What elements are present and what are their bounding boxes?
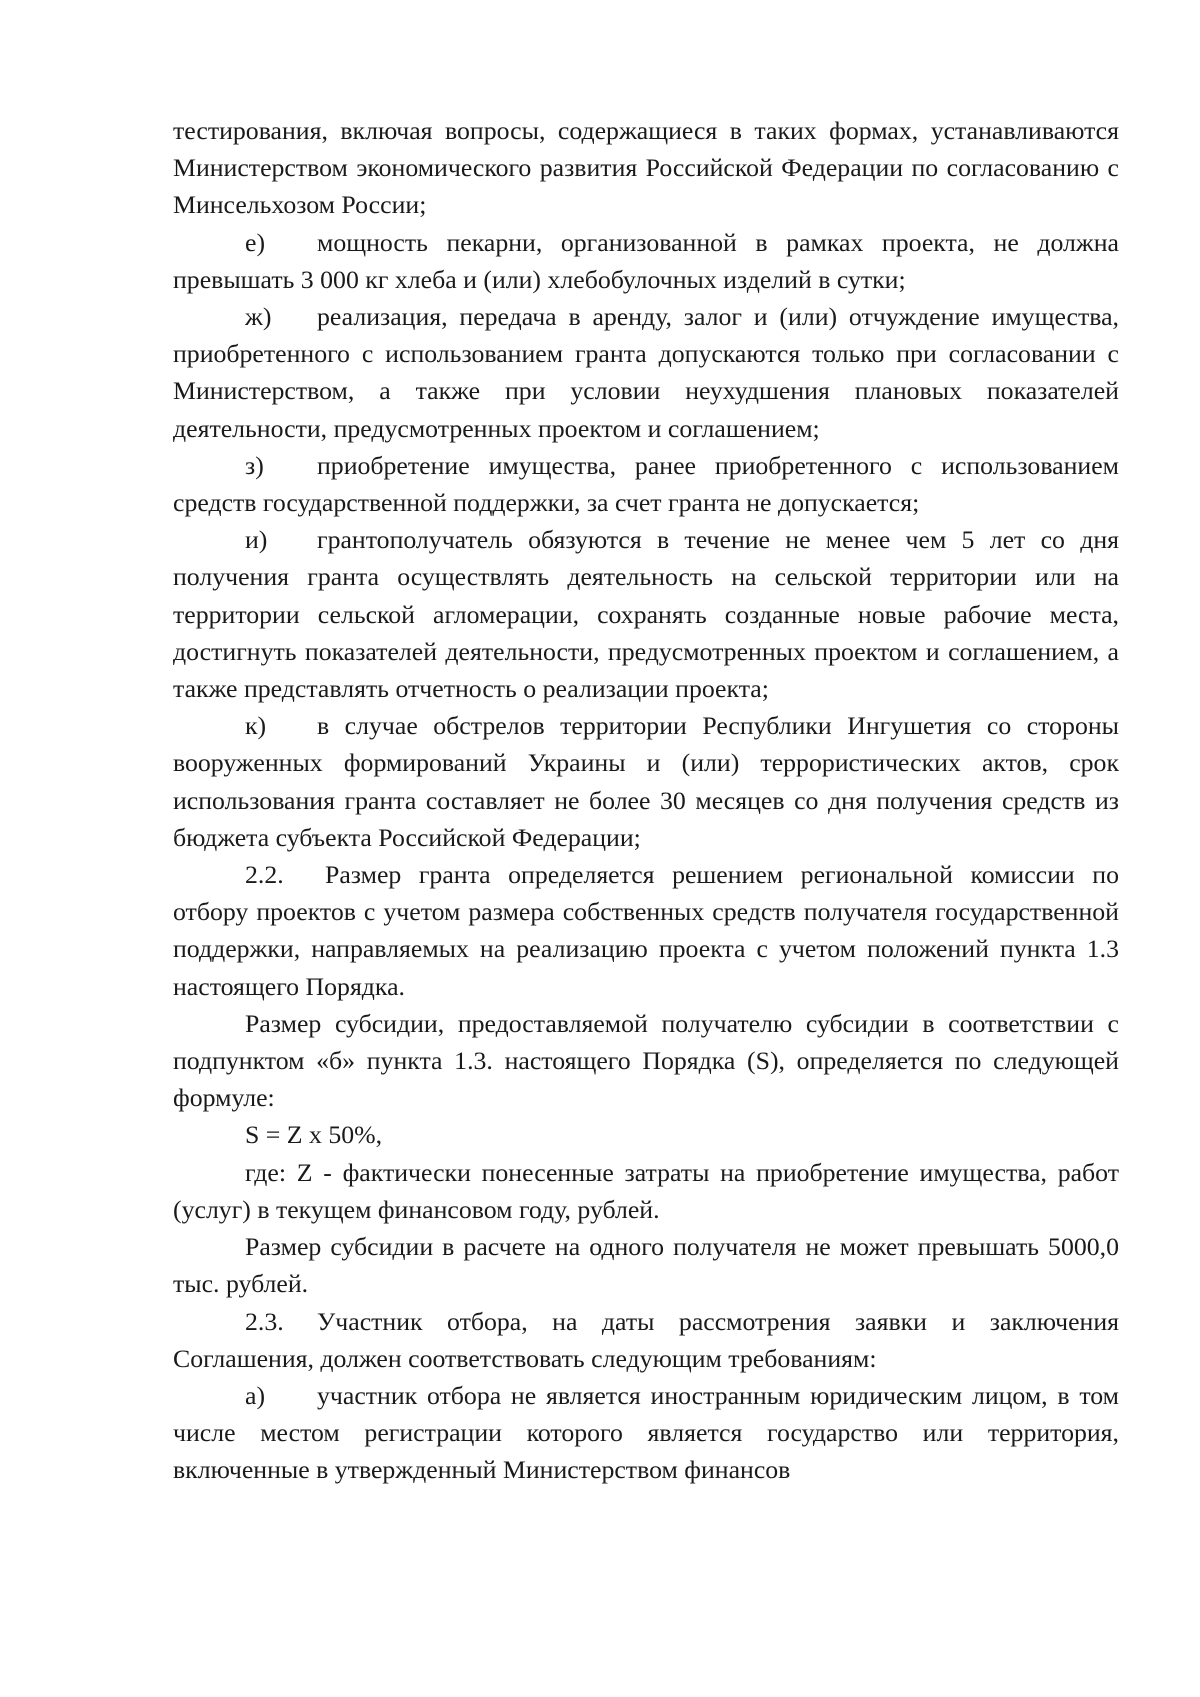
paragraph-section-2-2 xyxy=(173,856,1119,1005)
item-marker: и) xyxy=(245,525,268,555)
paragraph-item-zh xyxy=(173,298,1119,447)
paragraph-text: Размер субсидии, предоставляемой получателю субсидии в соответствии с подпунктом «б» пункта 1.3. настоящего Порядка (S), определяется по следующей формуле: xyxy=(173,1008,1119,1113)
paragraph-text: в случае обстрелов территории Республики Ингушетия со стороны вооруженных формирований Украины и (или) террористических актов, срок использования гранта составляет не более 30 месяцев со дня получения средств из бюджета субъекта Российской Федерации; xyxy=(173,711,1119,852)
section-number: 2.3. xyxy=(245,1306,284,1336)
paragraph-section-2-3 xyxy=(173,1303,1119,1377)
section-number: 2.2. xyxy=(245,860,284,890)
paragraph-item-z xyxy=(173,447,1119,521)
paragraph-subsidy-limit xyxy=(173,1228,1119,1302)
paragraph-text: тестирования, включая вопросы, содержащиеся в таких формах, устанавливаются Министерством экономического развития Российской Федерации по согласованию с Минсельхозом России; xyxy=(173,116,1119,220)
item-marker: з) xyxy=(245,450,264,480)
item-marker: ж) xyxy=(245,302,272,332)
paragraph-text: приобретение имущества, ранее приобретенного с использованием средств государственной поддержки, за счет гранта не допускается; xyxy=(173,450,1119,518)
paragraph-text: грантополучатель обязуются в течение не менее чем 5 лет со дня получения гранта осуществлять деятельность на сельской территории или на территории сельской агломерации, сохранять созданные новые рабочие места, достигнуть показателей деятельности, предусмотренных проектом и соглашением, а также представлять отчетность о реализации проекта; xyxy=(173,525,1119,704)
item-marker: а) xyxy=(245,1380,266,1410)
paragraph-item-k xyxy=(173,707,1119,856)
paragraph-subsidy-size xyxy=(173,1005,1119,1117)
document-page xyxy=(173,112,1119,1489)
paragraph-item-e xyxy=(173,224,1119,298)
paragraph-text: Размер гранта определяется решением региональной комиссии по отбору проектов с учетом размера собственных средств получателя государственной поддержки, направляемых на реализацию проекта с учетом положений пункта 1.3 настоящего Порядка. xyxy=(173,860,1119,1001)
paragraph-text: участник отбора не является иностранным юридическим лицом, в том числе местом регистрации которого является государство или территория, включенные в утвержденный Министерством финансов xyxy=(173,1380,1119,1485)
paragraph-text: реализация, передача в аренду, залог и (или) отчуждение имущества, приобретенного с использованием гранта допускаются только при согласовании с Министерством, а также при условии неухудшения плановых показателей деятельности, предусмотренных проектом и соглашением; xyxy=(173,302,1119,443)
paragraph-text: Участник отбора, на даты рассмотрения заявки и заключения Соглашения, должен соответствовать следующим требованиям: xyxy=(173,1306,1119,1373)
item-marker: к) xyxy=(245,711,267,741)
formula-text: S = Z x 50%, xyxy=(245,1120,383,1150)
paragraph-formula xyxy=(173,1116,1119,1153)
item-marker: е) xyxy=(245,227,266,257)
paragraph-item-a xyxy=(173,1377,1119,1489)
paragraph-text: мощность пекарни, организованной в рамках проекта, не должна превышать 3 000 кг хлеба и (или) хлебобулочных изделий в сутки; xyxy=(173,227,1119,294)
paragraph-text: Размер субсидии в расчете на одного получателя не может превышать 5000,0 тыс. рублей. xyxy=(173,1232,1119,1299)
paragraph-continuation xyxy=(173,112,1119,224)
paragraph-formula-legend xyxy=(173,1154,1119,1228)
paragraph-item-i xyxy=(173,521,1119,707)
paragraph-text: где: Z - фактически понесенные затраты на приобретение имущества, работ (услуг) в текущем финансовом году, рублей. xyxy=(173,1157,1119,1224)
